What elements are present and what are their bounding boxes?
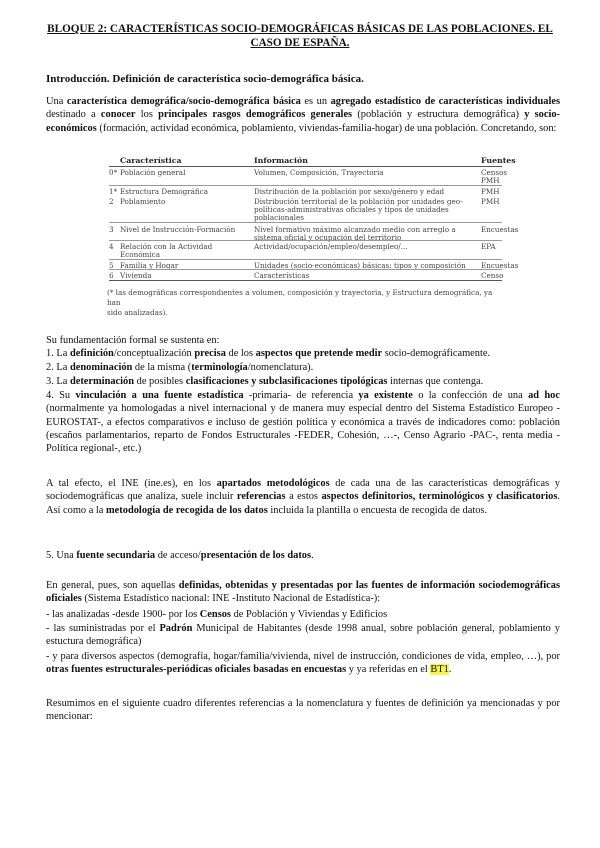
table-cell-car: Estructura Demográfica	[120, 187, 209, 196]
general-list-item-encuestas: - y para diversos aspectos (demografía, hogar/familia/vivienda, nivel de instrucción, condiciones de vida, empleo, …), por otras fuentes estructurales-periódicas oficiales basadas en encuestas y ya referidas en el BT1.	[46, 651, 560, 676]
fund-item-2: 2. La denominación de la misma (terminología/nomenclatura).	[46, 362, 314, 373]
closing-paragraph: Resumimos en el siguiente cuadro diferentes referencias a la nomenclatura y fuentes de definición ya mencionadas y por mencionar:	[46, 698, 560, 723]
table-cell-num: 5	[109, 261, 114, 270]
fundamentacion-intro: Su fundamentación formal se sustenta en:	[46, 335, 220, 346]
table-cell-car: Vivienda	[120, 271, 152, 280]
table-note: (* las demográficas correspondientes a volumen, composición y trayectoria, y Estructura demográfica, ya han sido analizadas).	[107, 288, 493, 317]
table-cell-inf: poblacionales	[254, 213, 304, 222]
intro-heading: Introducción. Definición de característica socio-demográfica básica.	[46, 73, 364, 85]
table-cell-inf: Actividad/ocupación/empleo/desempleo/...	[254, 242, 408, 251]
table-header-cell: Fuentes	[481, 156, 516, 165]
table-cell-fue: PMH	[481, 176, 500, 185]
table-cell-fue: Encuestas	[481, 261, 519, 270]
general-paragraph: En general, pues, son aquellas definidas, obtenidas y presentadas por las fuentes de información sociodemográficas oficiales (Sistema Estadístico nacional: INE -Instituto Nacional de Estadística-):	[46, 580, 560, 605]
table-cell-fue: Censos	[481, 168, 508, 177]
table-cell-num: 0*	[109, 168, 118, 177]
general-list-item-censos: - las analizadas -desde 1900- por los Censos de Población y Viviendas y Edificios	[46, 609, 388, 620]
table-cell-inf: Distribución territorial de la población por unidades geo-	[254, 197, 463, 206]
table-cell-car: Población general	[120, 168, 186, 177]
table-cell-num: 4	[109, 242, 114, 251]
table-cell-inf: Unidades (socio-económicas) básicas: tipos y composición	[254, 261, 466, 270]
title-line-1: BLOQUE 2: CARACTERÍSTICAS SOCIO-DEMOGRÁFICAS BÁSICAS DE LAS POBLACIONES. EL	[47, 23, 553, 35]
definition-paragraph: Una característica demográfica/socio-demográfica básica es un agregado estadístico de características individuales destinado a conocer los principales rasgos demográficos generales (población y estructura demográfica) y socio-económicos (formación, actividad económica, poblamiento, viviendas-familia-hogar) de una población. Concretando, son:	[46, 96, 561, 134]
table-cell-num: 2	[109, 197, 114, 206]
fund-item-3: 3. La determinación de posibles clasificaciones y subclasificaciones tipológicas internas que contenga.	[46, 376, 484, 387]
page-title	[40, 22, 560, 50]
table-cell-car: Nivel de Instrucción-Formación	[120, 225, 236, 234]
table-cell-inf: sistema oficial y ocupación del territorio	[254, 233, 402, 242]
table-cell-num: 3	[109, 225, 114, 234]
item-5: 5. Una fuente secundaria de acceso/presentación de los datos.	[46, 550, 314, 561]
table-cell-inf: políticas-administrativas oficiales y tipos de unidades	[254, 205, 449, 214]
table-cell-car: Relación con la Actividad	[120, 242, 213, 251]
fund-item-1: 1. La definición/conceptualización precisa de los aspectos que pretende medir socio-demográficamente.	[46, 348, 491, 359]
table-cell-inf: Nivel formativo máximo alcanzado medio con arreglo a	[254, 225, 456, 234]
table-cell-num: 1*	[109, 187, 118, 196]
general-list-item-padron: - las suministradas por el Padrón Municipal de Habitantes (desde 1998 anual, sobre población general, poblamiento y estuctura demográfica)	[46, 623, 561, 648]
table-cell-car: Económica	[120, 250, 160, 259]
table-cell-fue: Encuestas	[481, 225, 519, 234]
table-cell-inf: Volumen, Composición, Trayectoria	[254, 168, 384, 177]
table-header-cell: Información	[254, 156, 308, 165]
ine-paragraph: A tal efecto, el INE (ine.es), en los apartados metodológicos de cada una de las características demográficas y sociodemográficas que analiza, suele incluir referencias a estos aspectos definitorios, terminológicos y clasificatorios. Así como a la metodología de recogida de los datos incluida la plantilla o encuesta de recogida de datos.	[46, 478, 560, 516]
table-cell-car: Poblamiento	[120, 197, 166, 206]
table-cell-fue: PMH	[481, 187, 500, 196]
table-cell-inf: Distribución de la población por sexo/género y edad	[254, 187, 445, 196]
table-cell-inf: Características	[254, 271, 310, 280]
bt1-highlight: BT1	[430, 664, 449, 676]
fund-item-4: 4. Su vinculación a una fuente estadística -primaria- de referencia ya existente o la confección de una ad hoc (normalmente ya homologadas a nivel internacional y de manera muy especial dentro del Sistema Estadístico Europeo -EUROSTAT-, a efectos comparativos e incluso de gestión política y económica a través de indicadores como: población (escaños parlamentarios, reparto de Fondos Estructurales -FEDER, Cohesión, …-, Censo Agrario -PAC-, renta media -Política regional-, etc.)	[46, 390, 560, 455]
table-cell-fue: EPA	[481, 242, 496, 251]
table-cell-car: Familia y Hogar	[120, 261, 179, 270]
title-line-2: CASO DE ESPAÑA.	[250, 37, 350, 49]
table-cell-fue: Censo	[481, 271, 504, 280]
table-cell-num: 6	[109, 271, 114, 280]
table-cell-fue: PMH	[481, 197, 500, 206]
table-header-cell: Característica	[120, 156, 182, 165]
